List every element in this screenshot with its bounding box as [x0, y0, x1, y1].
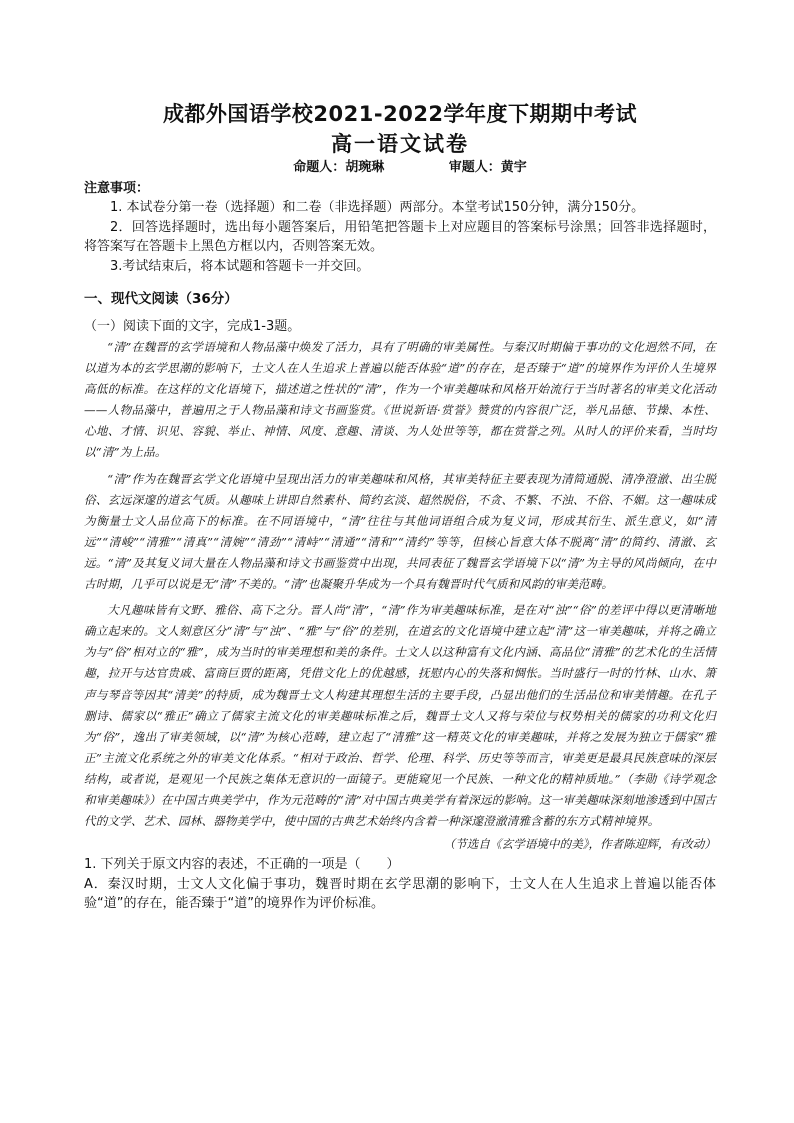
- notice-heading: 注意事项：: [84, 181, 150, 196]
- passage-paragraph-1: “清”在魏晋的玄学语境和人物品藻中焕发了活力，具有了明确的审美属性。与秦汉时期偏于事功的文化迥然不同，在以道为本的玄学思潮的影响下，士文人在人生追求上普遍以能否体验“道”的存在，是否臻于“道”的境界作为评价人生境界高低的标准。在这样的文化语境下，描述道之性状的“清”，作为一个审美趣味和风格开始流行于当时著名的审美文化活动——人物品藻中，普遍用之于人物品藻和诗文书画鉴赏。《世说新语·赏誉》赞赏的内容很广泛，举凡品德、节操、本性、心地、才情、识见、容貌、举止、神情、风度、意趣、清谈、为人处世等等，都在赏誉之列。从时人的评价来看，当时均以“清”为上品。: [84, 340, 716, 460]
- question-1-option-a: A．秦汉时期，士文人文化偏于事功，魏晋时期在玄学思潮的影响下，士文人在人生追求上普遍以能否体验“道”的存在，能否臻于“道”的境界作为评价标准。: [84, 876, 716, 912]
- notice-item-3: 3.考试结束后，将本试题和答题卡一并交回。: [110, 258, 370, 274]
- reviewer: 审题人：黄宇: [448, 160, 527, 175]
- question-1-stem: 1. 下列关于原文内容的表述，不正确的一项是（ ）: [84, 857, 400, 873]
- notice-item-2: 2．回答选择题时，选出每小题答案后，用铅笔把答题卡上对应题目的答案标号涂黑；回答非选择题时，将答案写在答题卡上黑色方框以内，否则答案无效。: [84, 219, 716, 254]
- section-heading: 一、现代文阅读（36分）: [84, 291, 238, 307]
- notice-item-1: 1. 本试卷分第一卷（选择题）和二卷（非选择题）两部分。本堂考试150分钟，满分150分。: [110, 200, 645, 215]
- reading-instruction: （一）阅读下面的文字，完成1-3题。: [84, 319, 301, 334]
- passage-paragraph-2: “清”作为在魏晋玄学文化语境中呈现出活力的审美趣味和风格，其审美特征主要表现为清简通脱、清净澄澈、出尘脱俗、玄远深邃的道玄气质。从趣味上讲即自然素朴、简约玄淡、超然脱俗，不贪、不繁、不浊、不俗、不媚。这一趣味成为衡量士文人品位高下的标准。在不同语境中，“清”往往与其他词语组合成为复义词，形成其衍生、派生意义，如“清远”“清峻”“清雅”“清真”“清婉”“清劲”“清峙”“清通”“清和”“清约”等等，但核心旨意大体不脱离“清”的简约、清澈、玄远。“清”及其复义词大量在人物品藻和诗文书画鉴赏中出现，共同表征了魏晋玄学语境下以“清”为主导的风尚倾向，在中古时期，几乎可以说是无“清”不美的。“清”也凝聚升华成为一个具有魏晋时代气质和风韵的审美范畴。: [84, 471, 716, 592]
- exam-page: [84, 100, 716, 914]
- authors-line: [104, 159, 716, 177]
- exam-subtitle: 高一语文试卷: [331, 132, 469, 156]
- exam-title: 成都外国语学校2021-2022学年度下期期中考试: [162, 102, 638, 126]
- passage-source: （节选自《玄学语境中的美》，作者陈迎辉，有改动）: [443, 837, 716, 852]
- passage-paragraph-3: 大凡趣味皆有文野、雅俗、高下之分。晋人尚“清”，“清”作为审美趣味标准，是在对“浊”“俗”的差评中得以更清晰地确立起来的。文人刻意区分“清”与“浊”、“雅”与“俗”的差别，在道玄的文化语境中建立起“清”这一审美趣味，并将之确立为与“俗”相对立的“雅”，成为当时的审美理想和美的条件。士文人以这种富有文化内涵、高品位“清雅”的艺术化的生活情趣，拉开与达官贵戚、富商巨贾的距离，凭借文化上的优越感，抚慰内心的失落和惆怅。当时盛行一时的竹林、山水、箫声与琴音等因其“清美”的特质，成为魏晋士文人构建其理想生活的主要手段，凸显出他们的生活品位和审美情趣。在孔子删诗、儒家以“雅正”确立了儒家主流文化的审美趣味标准之后，魏晋士文人又将与荣位与权势相关的儒家的功利文化归为“俗”，逸出了审美领域，以“清”为核心范畴，建立起了“清雅”这一精英文化的审美趣味，并将之发展为独立于儒家“雅正”主流文化系统之外的审美文化体系。“相对于政治、哲学、伦理、科学、历史等等而言，审美更是最具民族意味的深层结构，或者说，是观见一个民族之集体无意识的一面镜子。更能窥见一个民族、一种文化的精神质地。”（李勋《诗学观念和审美趣味》）在中国古典美学中，作为元范畴的“清”对中国古典美学有着深远的影响。这一审美趣味深刻地渗透到中国古代的文学、艺术、园林、器物美学中，使中国的古典艺术始终内含着一种深邃澄澈清雅含蓄的东方式精神境界。: [84, 603, 716, 829]
- proposer: 命题人：胡琬琳: [293, 160, 385, 175]
